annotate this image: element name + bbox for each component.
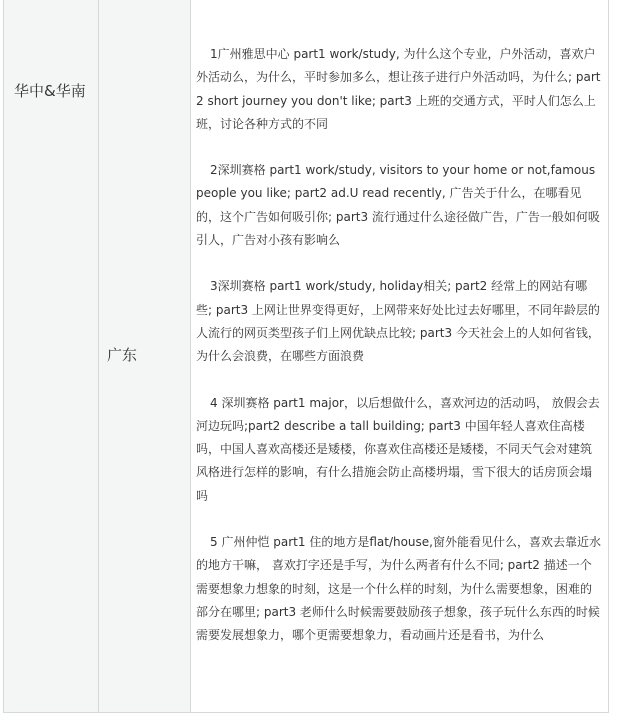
province-label: 广东 bbox=[107, 346, 138, 364]
list-item: 2深圳赛格 part1 work/study, visitors to your home or not,famous people you like; part2 ad.U read recently, 广告关于什么，在哪看见的，这个广告如何吸引你; part3 流行通过什么途径做广告，广告一般如何吸引人，广告对小孩有影响么 bbox=[196, 163, 600, 248]
content-cell bbox=[191, 0, 609, 713]
list-item: 5 广州仲恺 part1 住的地方是flat/house,窗外能看见什么，喜欢去靠近水的地方干嘛， 喜欢打字还是手写，为什么两者有什么不同; part2 描述一个需要想象力想象的时刻，这是一个什么样的时刻，为什么需要想象，困难的部分在哪里; part3 老师什么时候需要鼓励孩子想象，孩子玩什么东西的时候需要发展想象力，哪个更需要想象力，看动画片还是看书，为什么 bbox=[196, 535, 601, 643]
province-cell bbox=[99, 0, 191, 713]
entry-list bbox=[196, 43, 602, 671]
list-item: 4 深圳赛格 part1 major，以后想做什么，喜欢河边的活动吗， 放假会去河边玩吗;part2 describe a tall building; part3 中国年轻人喜欢住高楼吗，中国人喜欢高楼还是矮楼，你喜欢住高楼还是矮楼，不同天气会对建筑风格进行怎样的影响，有什么措施会防止高楼坍塌，雪下很大的话房顶会塌吗 bbox=[196, 395, 600, 503]
list-item: 3深圳赛格 part1 work/study, holiday相关; part2 经常上的网站有哪些; part3 上网让世界变得更好，上网带来好处比过去好哪里，不同年龄层的人流行的网页类型孩子们上网优缺点比较; part3 今天社会上的人如何省钱，为什么会浪费，在哪些方面浪费 bbox=[196, 279, 600, 364]
list-item: 1广州雅思中心 part1 work/study, 为什么这个专业，户外活动，喜欢户外活动么，为什么，平时参加多么，想让孩子进行户外活动吗，为什么; part2 short journey you don't like; part3 上班的交通方式，平时人们怎么上班，讨论各种方式的不同 bbox=[196, 47, 601, 131]
region-cell bbox=[3, 0, 99, 713]
region-label: 华中&华南 bbox=[14, 82, 86, 100]
